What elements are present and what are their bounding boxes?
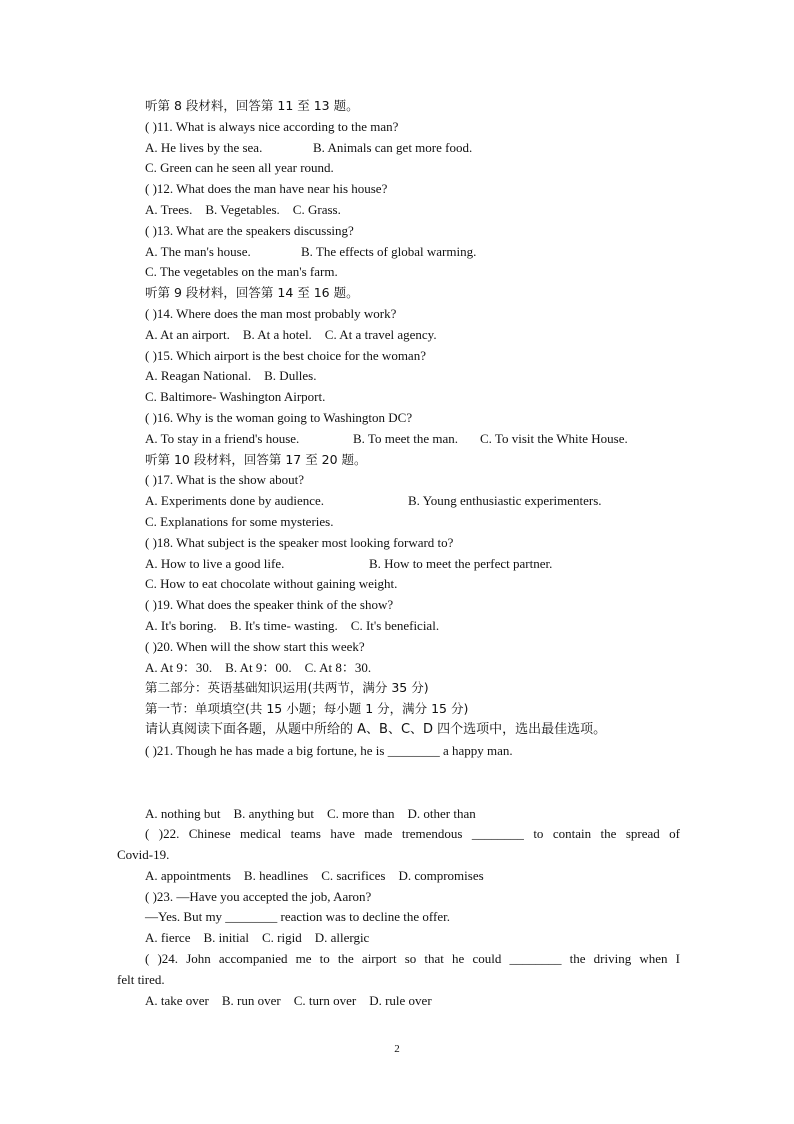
answer-space <box>145 762 680 804</box>
question-22: ( )22. Chinese medical teams have made tremendous ________ to contain the spread of <box>145 826 680 842</box>
option-b: B. The effects of global warming. <box>301 243 477 259</box>
question-17-options-ab <box>145 491 680 512</box>
question-13: ( )13. What are the speakers discussing? <box>145 222 354 238</box>
question-11: ( )11. What is always nice according to the man? <box>145 118 399 134</box>
section-heading-9: 听第 9 段材料，回答第 14 至 16 题。 <box>145 285 359 301</box>
question-13-option-c: C. The vegetables on the man's farm. <box>145 264 338 280</box>
question-17-option-c: C. Explanations for some mysteries. <box>145 513 334 529</box>
option-c: C. To visit the White House. <box>480 430 628 446</box>
question-14: ( )14. Where does the man most probably work? <box>145 305 397 321</box>
question-15-option-c: C. Baltimore- Washington Airport. <box>145 389 326 405</box>
question-17: ( )17. What is the show about? <box>145 472 304 488</box>
option-a: A. The man's house. <box>145 243 251 259</box>
question-15: ( )15. Which airport is the best choice for the woman? <box>145 347 426 363</box>
question-23-options: A. fierce B. initial C. rigid D. allergic <box>145 930 370 946</box>
option-b: B. To meet the man. <box>353 430 458 446</box>
question-20-options: A. At 9：30. B. At 9：00. C. At 8：30. <box>145 659 372 675</box>
question-12-options: A. Trees. B. Vegetables. C. Grass. <box>145 201 341 217</box>
part-two-heading: 第二部分：英语基础知识运用(共两节，满分 35 分) <box>145 680 429 696</box>
option-a: A. Experiments done by audience. <box>145 493 325 509</box>
question-23: ( )23. —Have you accepted the job, Aaron? <box>145 888 372 904</box>
question-20: ( )20. When will the show start this week? <box>145 638 365 654</box>
question-12: ( )12. What does the man have near his house? <box>145 181 388 197</box>
question-24-options: A. take over B. run over C. turn over D. rule over <box>145 992 432 1008</box>
section-heading-10: 听第 10 段材料，回答第 17 至 20 题。 <box>145 451 367 467</box>
question-23-response: —Yes. But my ________ reaction was to decline the offer. <box>145 909 450 925</box>
question-19-options: A. It's boring. B. It's time- wasting. C. It's beneficial. <box>145 617 440 633</box>
question-21: ( )21. Though he has made a big fortune, he is ________ a happy man. <box>145 742 513 758</box>
section-one-heading: 第一节：单项填空(共 15 小题；每小题 1 分，满分 15 分) <box>145 701 469 717</box>
option-a: A. To stay in a friend's house. <box>145 430 300 446</box>
exam-page-content <box>117 96 680 1011</box>
question-13-options-ab <box>145 242 680 263</box>
option-b: B. How to meet the perfect partner. <box>369 555 553 571</box>
instructions: 请认真阅读下面各题，从题中所给的 A、B、C、D 四个选项中，选出最佳选项。 <box>145 721 607 737</box>
question-21-options: A. nothing but B. anything but C. more than D. other than <box>145 805 476 821</box>
page-number: 2 <box>394 1043 400 1055</box>
question-24-continued: felt tired. <box>117 971 165 987</box>
question-22-options: A. appointments B. headlines C. sacrifices D. compromises <box>145 867 484 883</box>
option-b: B. Young enthusiastic experimenters. <box>408 493 602 509</box>
question-16-options <box>145 429 680 450</box>
question-18-options-ab <box>145 554 680 575</box>
question-11-options-ab <box>145 138 680 159</box>
section-heading-8: 听第 8 段材料，回答第 11 至 13 题。 <box>145 98 359 113</box>
question-16: ( )16. Why is the woman going to Washington DC? <box>145 409 413 425</box>
question-14-options: A. At an airport. B. At a hotel. C. At a travel agency. <box>145 326 437 342</box>
option-a: A. He lives by the sea. <box>145 139 263 155</box>
question-19: ( )19. What does the speaker think of the show? <box>145 597 394 613</box>
question-18: ( )18. What subject is the speaker most looking forward to? <box>145 534 454 550</box>
question-24: ( )24. John accompanied me to the airport so that he could ________ the driving when I <box>145 951 680 967</box>
question-18-option-c: C. How to eat chocolate without gaining weight. <box>145 576 398 592</box>
option-a: A. How to live a good life. <box>145 555 285 571</box>
question-15-options-ab: A. Reagan National. B. Dulles. <box>145 368 317 384</box>
option-b: B. Animals can get more food. <box>313 139 473 155</box>
question-22-continued: Covid-19. <box>117 847 170 863</box>
question-11-option-c: C. Green can he seen all year round. <box>145 160 334 176</box>
